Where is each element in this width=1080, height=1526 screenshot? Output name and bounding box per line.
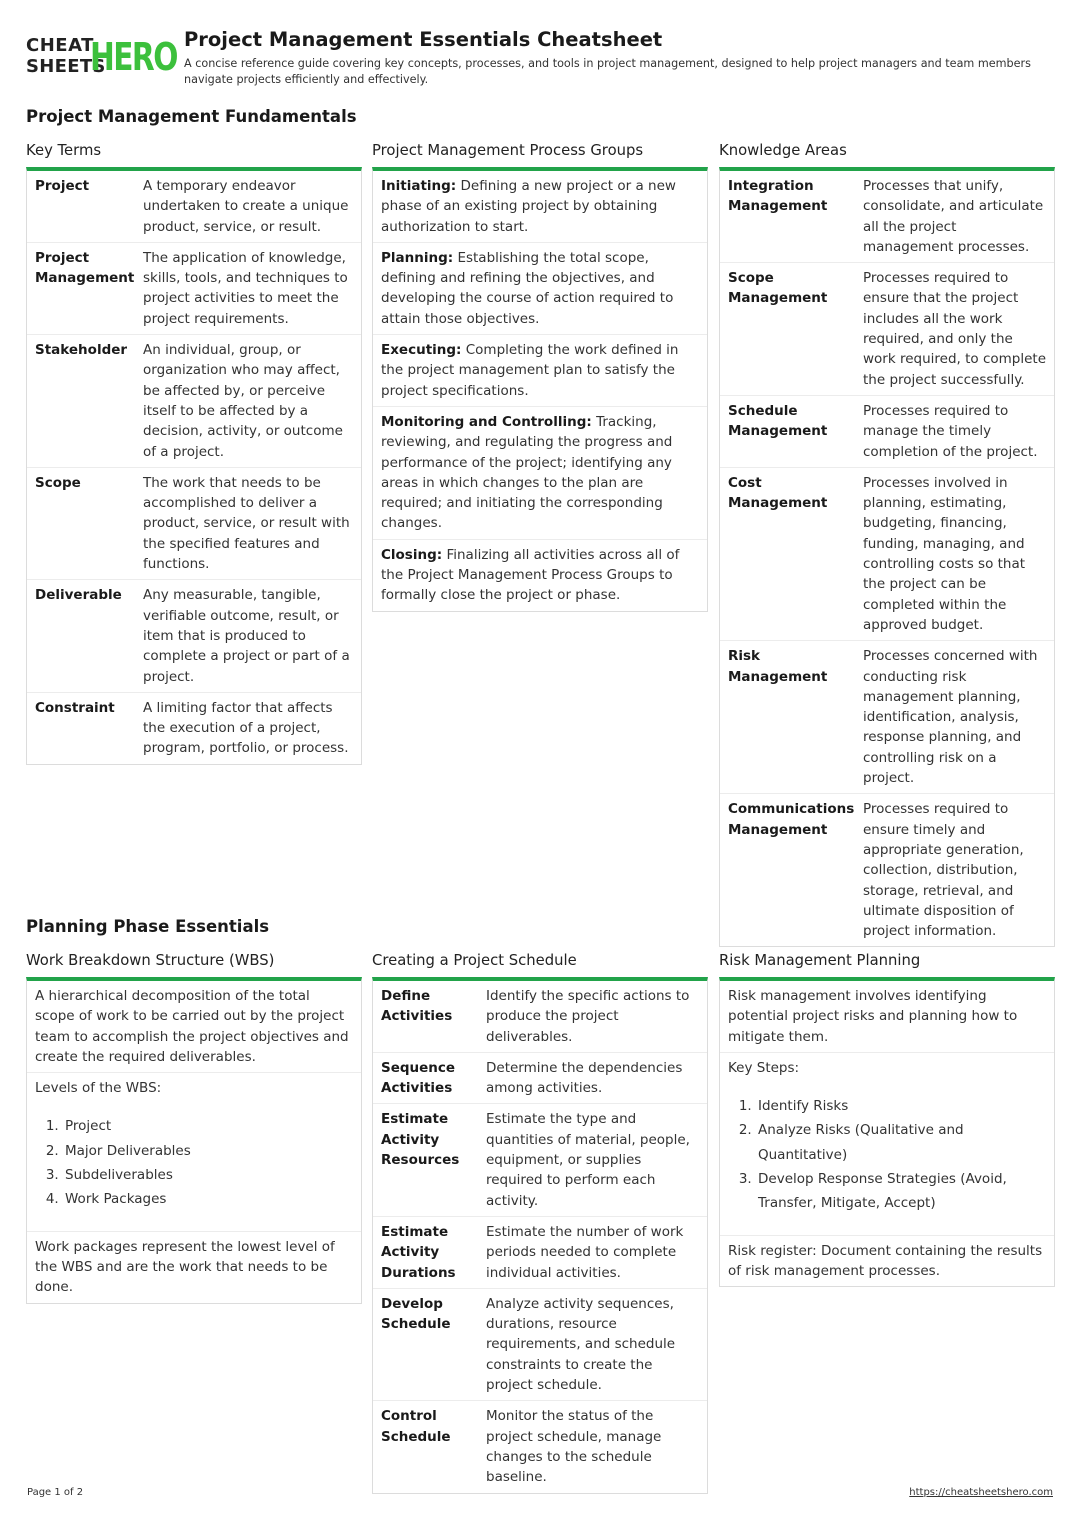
key-term-row (27, 171, 361, 243)
key-term-term: Project Management (35, 249, 135, 287)
knowledge-area-row (720, 468, 1054, 641)
knowledge-area-definition: Processes that unify, consolidate, and articulate all the project management processes. (863, 178, 1044, 255)
risk-note: Risk register: Document containing the results of risk management processes. (728, 1242, 1043, 1279)
page-number: Page 1 of 2 (27, 1487, 84, 1498)
key-term-term: Project (35, 178, 90, 194)
card-process-groups (372, 142, 708, 612)
knowledge-area-term: Schedule Management (728, 402, 828, 440)
section-title-planning: Planning Phase Essentials (26, 917, 270, 936)
key-term-definition: The application of knowledge, skills, tools, and techniques to project activities to meet the project requirements. (143, 249, 348, 327)
process-group-label: Planning: (381, 249, 454, 266)
schedule-step-row (373, 981, 707, 1053)
risk-step-item: 2. Analyze Risks (Qualitative and Quantitative) (756, 1118, 1046, 1167)
card-title: Work Breakdown Structure (WBS) (26, 952, 275, 969)
knowledge-area-term: Communications Management (728, 801, 855, 838)
risk-intro: Risk management involves identifying potential project risks and planning how to mitigate them. (720, 981, 1054, 1053)
wbs-note: Work packages represent the lowest level of the WBS and are the work that needs to be done. (35, 1238, 335, 1296)
wbs-box (26, 977, 362, 1304)
logo-text-bottom: SHEETS (26, 56, 106, 77)
risk-step-item: 1. Identify Risks (756, 1094, 1046, 1118)
card-risk (719, 952, 1055, 1287)
knowledge-area-term: Risk Management (728, 648, 828, 685)
card-title: Knowledge Areas (719, 142, 847, 159)
schedule-step-row (373, 1217, 707, 1289)
schedule-step-term: Estimate Activity Durations (381, 1223, 456, 1281)
wbs-level-item: 4. Work Packages (63, 1187, 353, 1211)
schedule-step-definition: Estimate the number of work periods needed to complete individual activities. (486, 1223, 684, 1281)
schedule-step-row (373, 1053, 707, 1105)
card-wbs (26, 952, 362, 1304)
process-group-item (373, 407, 707, 540)
section-title-fundamentals: Project Management Fundamentals (26, 107, 357, 126)
process-group-label: Closing: (381, 546, 443, 563)
schedule-step-row (373, 1104, 707, 1216)
knowledge-areas-table (719, 167, 1055, 947)
knowledge-area-definition: Processes concerned with conducting risk management planning, identification, analysis, response planning, and controlling risk on a project. (863, 648, 1038, 787)
knowledge-area-definition: Processes involved in planning, estimating, budgeting, financing, funding, managing, and controlling costs so that the project can be completed within the approved budget. (863, 474, 1026, 633)
key-term-row (27, 693, 361, 764)
key-term-row (27, 580, 361, 692)
knowledge-area-row (720, 641, 1054, 794)
site-link[interactable]: https://cheatsheetshero.com (909, 1487, 1053, 1498)
schedule-step-term: Sequence Activities (381, 1059, 456, 1097)
process-group-label: Monitoring and Controlling: (381, 413, 592, 430)
process-groups-list (372, 167, 708, 612)
schedule-step-definition: Determine the dependencies among activities. (486, 1059, 683, 1097)
schedule-step-term: Control Schedule (381, 1408, 451, 1445)
page-description: A concise reference guide covering key concepts, processes, and tools in project management, designed to help project managers and team members navigate projects efficiently and effectively. (184, 57, 1031, 86)
knowledge-area-term: Cost Management (728, 474, 828, 512)
schedule-step-definition: Identify the specific actions to produce the project deliverables. (486, 988, 690, 1045)
knowledge-area-row (720, 794, 1054, 946)
process-group-item (373, 540, 707, 611)
schedule-step-definition: Analyze activity sequences, durations, resource requirements, and schedule constraints to create the project schedule. (486, 1295, 676, 1394)
knowledge-area-row (720, 396, 1054, 468)
risk-steps-label: Key Steps: (728, 1059, 800, 1076)
schedule-step-term: Define Activities (381, 988, 453, 1025)
key-term-definition: An individual, group, or organization who may affect, be affected by, or perceive itself to be affected by a decision, activity, or outcome of a project. (143, 342, 343, 460)
key-term-term: Scope (35, 474, 81, 491)
process-group-text: Tracking, reviewing, and regulating the progress and performance of the project; identifying any areas in which changes to the plan are required; and initiating the corresponding changes. (381, 413, 673, 532)
schedule-step-row (373, 1401, 707, 1492)
wbs-intro: A hierarchical decomposition of the total scope of work to be carried out by the project team to accomplish the project objectives and create the required deliverables. (27, 981, 361, 1073)
logo-text-accent: HERO (90, 35, 177, 79)
schedule-step-definition: Monitor the status of the project schedule, manage changes to the schedule baseline. (486, 1408, 662, 1486)
process-group-item (373, 335, 707, 407)
knowledge-area-term: Scope Management (728, 270, 828, 307)
knowledge-area-definition: Processes required to ensure timely and appropriate generation, collection, distribution, storage, retrieval, and ultimate disposition of project information. (863, 801, 1024, 940)
page-title: Project Management Essentials Cheatsheet (184, 28, 663, 51)
key-term-row (27, 468, 361, 580)
card-title: Risk Management Planning (719, 952, 921, 969)
knowledge-area-row (720, 171, 1054, 263)
key-term-definition: A temporary endeavor undertaken to create a unique product, service, or result. (143, 178, 349, 235)
card-title: Key Terms (26, 142, 102, 159)
schedule-step-definition: Estimate the type and quantities of material, people, equipment, or supplies required to perform each activity. (486, 1111, 690, 1209)
schedule-table (372, 977, 708, 1494)
process-group-text: Defining a new project or a new phase of an existing project by obtaining authorization to start. (381, 178, 676, 235)
wbs-level-item: 3. Subdeliverables (63, 1163, 353, 1187)
schedule-step-row (373, 1289, 707, 1401)
key-terms-table (26, 167, 362, 765)
wbs-levels (27, 1073, 361, 1231)
schedule-step-term: Estimate Activity Resources (381, 1111, 460, 1169)
process-group-text: Finalizing all activities across all of the Project Management Process Groups to formally close the project or phase. (381, 546, 680, 604)
risk-steps (720, 1053, 1054, 1236)
card-knowledge-areas (719, 142, 1055, 947)
risk-step-item: 3. Develop Response Strategies (Avoid, Transfer, Mitigate, Accept) (756, 1167, 1046, 1216)
page-header (26, 28, 1056, 98)
process-group-text: Completing the work defined in the project management plan to satisfy the project specifications. (381, 342, 679, 399)
knowledge-area-definition: Processes required to ensure that the project includes all the work required, and only the work required, to complete the project successfully. (863, 270, 1047, 388)
key-term-row (27, 335, 361, 468)
process-group-label: Executing: (381, 342, 462, 359)
wbs-level-item: 2. Major Deliverables (63, 1139, 353, 1163)
key-term-term: Stakeholder (35, 342, 128, 359)
key-term-definition: Any measurable, tangible, verifiable outcome, result, or item that is produced to complete a project or part of a project. (143, 587, 350, 685)
knowledge-area-term: Integration Management (728, 178, 828, 215)
card-title: Project Management Process Groups (372, 142, 644, 159)
wbs-levels-list (63, 1114, 353, 1211)
key-term-row (27, 243, 361, 335)
process-group-item (373, 243, 707, 335)
risk-box (719, 977, 1055, 1287)
process-group-text: Establishing the total scope, defining and refining the objectives, and developing the course of action required to attain those objectives. (381, 249, 674, 327)
schedule-step-term: Develop Schedule (381, 1295, 451, 1333)
cheatsheetshero-logo[interactable] (26, 35, 177, 80)
key-term-term: Constraint (35, 699, 115, 716)
card-title: Creating a Project Schedule (372, 952, 577, 969)
key-term-definition: The work that needs to be accomplished to deliver a product, service, or result with the specified features and functions. (143, 474, 350, 573)
wbs-level-item: 1. Project (63, 1114, 353, 1138)
key-term-definition: A limiting factor that affects the execution of a project, program, portfolio, or process. (143, 699, 349, 757)
risk-steps-list (756, 1094, 1046, 1215)
process-group-item (373, 171, 707, 243)
card-key-terms (26, 142, 362, 765)
knowledge-area-row (720, 263, 1054, 396)
key-term-term: Deliverable (35, 587, 122, 604)
knowledge-area-definition: Processes required to manage the timely completion of the project. (863, 402, 1038, 460)
logo-text-top: CHEAT (26, 35, 94, 56)
wbs-levels-label: Levels of the WBS: (35, 1080, 162, 1097)
card-schedule (372, 952, 708, 1494)
process-group-label: Initiating: (381, 178, 457, 194)
